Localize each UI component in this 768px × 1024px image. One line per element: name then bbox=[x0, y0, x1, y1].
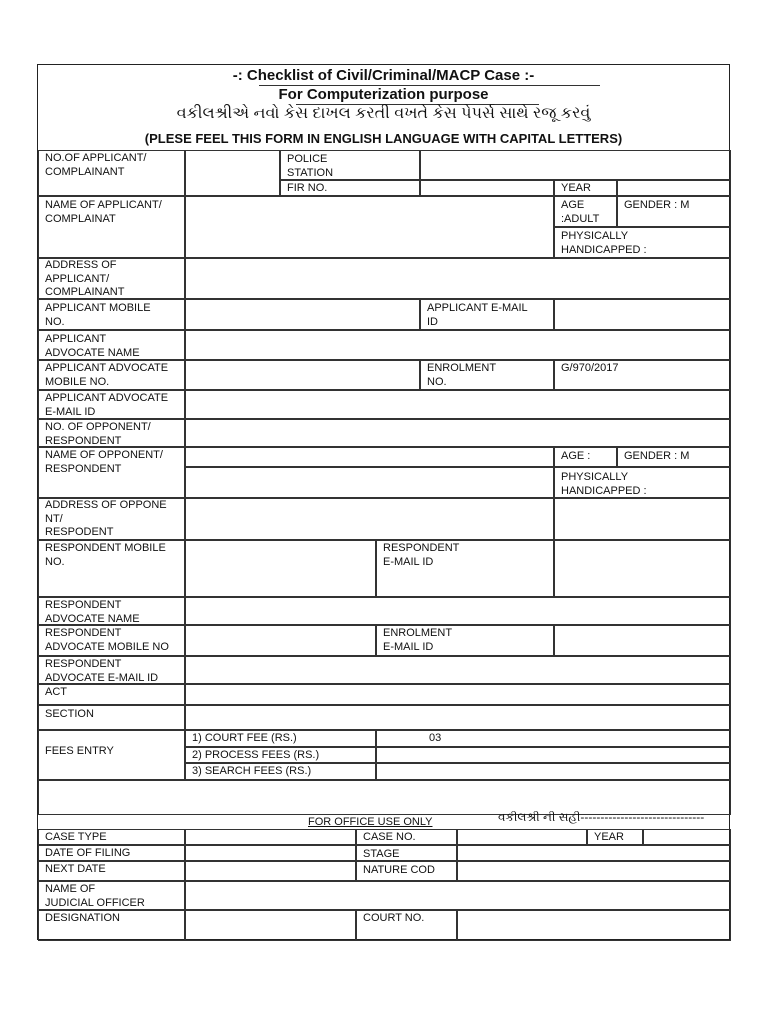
applicant-gender-cell bbox=[617, 196, 731, 227]
fir-no-label: FIR NO. bbox=[287, 182, 328, 194]
judicial-officer-field[interactable] bbox=[185, 881, 731, 910]
case-no-label-cell bbox=[356, 829, 457, 845]
applicant-enrolment-value: G/970/2017 bbox=[561, 362, 619, 374]
respondent-advocate-mobile-label: RESPONDENT ADVOCATE MOBILE NO bbox=[45, 627, 169, 653]
applicant-advocate-email-label: APPLICANT ADVOCATE E-MAIL ID bbox=[45, 392, 169, 418]
office-use-heading: FOR OFFICE USE ONLY bbox=[308, 816, 433, 828]
police-station-label: POLICE STATION bbox=[287, 153, 334, 179]
case-type-label: CASE TYPE bbox=[45, 831, 107, 843]
court-no-field[interactable] bbox=[457, 910, 731, 941]
respondent-advocate-email-label: RESPONDENT ADVOCATE E-MAIL ID bbox=[45, 658, 159, 684]
year-label-cell bbox=[554, 180, 617, 196]
applicant-handicapped-cell bbox=[554, 227, 731, 258]
advocate-signature-line[interactable] bbox=[498, 796, 704, 824]
opponent-name-field-1[interactable] bbox=[185, 447, 554, 467]
case-no-field[interactable] bbox=[457, 829, 587, 845]
applicant-mobile-label-cell bbox=[38, 299, 185, 330]
respondent-advocate-email-field[interactable] bbox=[185, 656, 731, 684]
respondent-email-label-cell bbox=[376, 540, 554, 597]
act-label: ACT bbox=[45, 686, 67, 698]
applicant-address-label: ADDRESS OF APPLICANT/ COMPLAINANT bbox=[45, 259, 125, 298]
section-field[interactable] bbox=[185, 705, 731, 730]
opponent-address-label: ADDRESS OF OPPONE NT/ RESPODENT bbox=[45, 499, 167, 538]
opponent-address-field[interactable] bbox=[185, 498, 554, 540]
no-of-applicant-label-cell bbox=[38, 150, 185, 196]
applicant-email-field[interactable] bbox=[554, 299, 731, 330]
no-of-applicant-label: NO.OF APPLICANT/ COMPLAINANT bbox=[45, 152, 147, 178]
respondent-enrolment-field[interactable] bbox=[554, 625, 731, 656]
checklist-form bbox=[37, 64, 730, 940]
office-year-label: YEAR bbox=[594, 831, 624, 843]
applicant-address-label-cell bbox=[38, 258, 185, 299]
applicant-advocate-mobile-field[interactable] bbox=[185, 360, 420, 390]
applicant-handicapped-label: PHYSICALLY HANDICAPPED : bbox=[561, 230, 647, 256]
date-of-filing-field[interactable] bbox=[185, 845, 356, 861]
office-year-label-cell bbox=[587, 829, 643, 845]
applicant-advocate-mobile-label-cell bbox=[38, 360, 185, 390]
respondent-enrolment-label: ENROLMENT E-MAIL ID bbox=[383, 627, 453, 653]
search-fees-label: 3) SEARCH FEES (RS.) bbox=[192, 765, 312, 777]
stage-field[interactable] bbox=[457, 845, 731, 861]
applicant-advocate-name-label: APPLICANT ADVOCATE NAME bbox=[45, 333, 140, 359]
applicant-address-field[interactable] bbox=[185, 258, 731, 299]
court-fee-label: 1) COURT FEE (RS.) bbox=[192, 732, 297, 744]
nature-code-field[interactable] bbox=[457, 861, 731, 881]
form-subtitle: For Computerization purpose bbox=[278, 86, 489, 103]
applicant-name-field[interactable] bbox=[185, 196, 554, 258]
applicant-advocate-name-label-cell bbox=[38, 330, 185, 360]
fees-entry-label: FEES ENTRY bbox=[45, 745, 114, 757]
applicant-age-cell bbox=[554, 196, 617, 227]
opponent-handicapped-cell bbox=[554, 467, 731, 498]
signature-dashes: ------------------------------- bbox=[580, 810, 705, 824]
respondent-advocate-email-label-cell bbox=[38, 656, 185, 684]
year-field[interactable] bbox=[617, 180, 731, 196]
respondent-advocate-name-label-cell bbox=[38, 597, 185, 625]
police-station-label-cell bbox=[280, 150, 420, 180]
respondent-advocate-name-field[interactable] bbox=[185, 597, 731, 625]
respondent-mobile-label: RESPONDENT MOBILE NO. bbox=[45, 542, 166, 568]
year-label: YEAR bbox=[561, 182, 591, 194]
applicant-advocate-mobile-label: APPLICANT ADVOCATE MOBILE NO. bbox=[45, 362, 169, 388]
case-type-label-cell bbox=[38, 829, 185, 845]
applicant-name-label: NAME OF APPLICANT/ COMPLAINAT bbox=[45, 199, 162, 225]
respondent-advocate-mobile-field[interactable] bbox=[185, 625, 376, 656]
next-date-field[interactable] bbox=[185, 861, 356, 881]
case-no-label: CASE NO. bbox=[363, 831, 416, 843]
process-fees-field[interactable] bbox=[376, 747, 731, 763]
applicant-advocate-email-field[interactable] bbox=[185, 390, 731, 419]
capital-letters-instruction: (PLESE FEEL THIS FORM IN ENGLISH LANGUAGE WITH CAPITAL LETTERS) bbox=[144, 131, 623, 146]
court-fee-label-cell bbox=[185, 730, 376, 747]
respondent-mobile-field[interactable] bbox=[185, 540, 376, 597]
no-of-opponent-label-cell bbox=[38, 419, 185, 447]
opponent-address-field-extra[interactable] bbox=[554, 498, 731, 540]
next-date-label-cell bbox=[38, 861, 185, 881]
applicant-name-label-cell bbox=[38, 196, 185, 258]
opponent-gender-label: GENDER : M bbox=[624, 450, 690, 462]
applicant-enrolment-field[interactable] bbox=[554, 360, 731, 390]
applicant-gender-label: GENDER : M bbox=[624, 199, 690, 211]
signature-label: વકીલશ્રી ની સહી bbox=[498, 810, 581, 824]
opponent-name-label: NAME OF OPPONENT/ RESPONDENT bbox=[45, 449, 163, 475]
judicial-officer-label-cell bbox=[38, 881, 185, 910]
applicant-enrolment-label-cell bbox=[420, 360, 554, 390]
search-fees-field[interactable] bbox=[376, 763, 731, 780]
fir-no-label-cell bbox=[280, 180, 420, 196]
opponent-gender-cell bbox=[617, 447, 731, 467]
respondent-email-label: RESPONDENT E-MAIL ID bbox=[383, 542, 460, 568]
designation-label-cell bbox=[38, 910, 185, 941]
opponent-handicapped-label: PHYSICALLY HANDICAPPED : bbox=[561, 471, 647, 497]
fir-no-field[interactable] bbox=[420, 180, 554, 196]
case-type-field[interactable] bbox=[185, 829, 356, 845]
respondent-email-field[interactable] bbox=[554, 540, 731, 597]
court-no-label-cell bbox=[356, 910, 457, 941]
process-fees-label-cell bbox=[185, 747, 376, 763]
next-date-label: NEXT DATE bbox=[45, 863, 106, 875]
applicant-advocate-name-field[interactable] bbox=[185, 330, 731, 360]
respondent-advocate-mobile-label-cell bbox=[38, 625, 185, 656]
stage-label: STAGE bbox=[363, 848, 400, 860]
section-label-cell bbox=[38, 705, 185, 730]
no-of-opponent-field[interactable] bbox=[185, 419, 731, 447]
police-station-field[interactable] bbox=[420, 150, 731, 180]
opponent-address-label-cell bbox=[38, 498, 185, 540]
court-fee-value: 03 bbox=[429, 732, 442, 744]
applicant-advocate-email-label-cell bbox=[38, 390, 185, 419]
act-label-cell bbox=[38, 684, 185, 705]
court-fee-field[interactable] bbox=[376, 730, 731, 747]
court-no-label: COURT NO. bbox=[363, 912, 425, 924]
no-of-opponent-label: NO. OF OPPONENT/ RESPONDENT bbox=[45, 421, 151, 447]
respondent-advocate-name-label: RESPONDENT ADVOCATE NAME bbox=[45, 599, 140, 625]
applicant-enrolment-label: ENROLMENT NO. bbox=[427, 362, 497, 388]
date-of-filing-label-cell bbox=[38, 845, 185, 861]
judicial-officer-label: NAME OF JUDICIAL OFFICER bbox=[45, 883, 145, 909]
applicant-age-label: AGE :ADULT bbox=[561, 199, 600, 225]
nature-code-label: NATURE COD bbox=[363, 864, 435, 876]
opponent-age-label: AGE : bbox=[561, 450, 591, 462]
respondent-enrolment-label-cell bbox=[376, 625, 554, 656]
applicant-mobile-label: APPLICANT MOBILE NO. bbox=[45, 302, 151, 328]
process-fees-label: 2) PROCESS FEES (RS.) bbox=[192, 749, 320, 761]
opponent-name-label-cell bbox=[38, 447, 185, 498]
gujarati-instruction: વકીલશ્રીએ નવો કેસ દાખલ કરતી વખતે કેસ પેપર્સ સાથે રજૂ કરવું bbox=[176, 105, 591, 122]
designation-label: DESIGNATION bbox=[45, 912, 120, 924]
fees-entry-label-cell bbox=[38, 730, 185, 780]
nature-code-label-cell bbox=[356, 861, 457, 881]
act-field[interactable] bbox=[185, 684, 731, 705]
office-year-field[interactable] bbox=[643, 829, 731, 845]
section-label: SECTION bbox=[45, 708, 94, 720]
opponent-name-field-2[interactable] bbox=[185, 467, 554, 498]
applicant-mobile-field[interactable] bbox=[185, 299, 420, 330]
opponent-age-cell bbox=[554, 447, 617, 467]
stage-label-cell bbox=[356, 845, 457, 861]
no-of-applicant-field[interactable] bbox=[185, 150, 280, 196]
date-of-filing-label: DATE OF FILING bbox=[45, 847, 131, 859]
applicant-email-label: APPLICANT E-MAIL ID bbox=[427, 302, 528, 328]
respondent-mobile-label-cell bbox=[38, 540, 185, 597]
search-fees-label-cell bbox=[185, 763, 376, 780]
applicant-email-label-cell bbox=[420, 299, 554, 330]
designation-field[interactable] bbox=[185, 910, 356, 941]
form-title: -: Checklist of Civil/Criminal/MACP Case :- bbox=[232, 67, 535, 84]
